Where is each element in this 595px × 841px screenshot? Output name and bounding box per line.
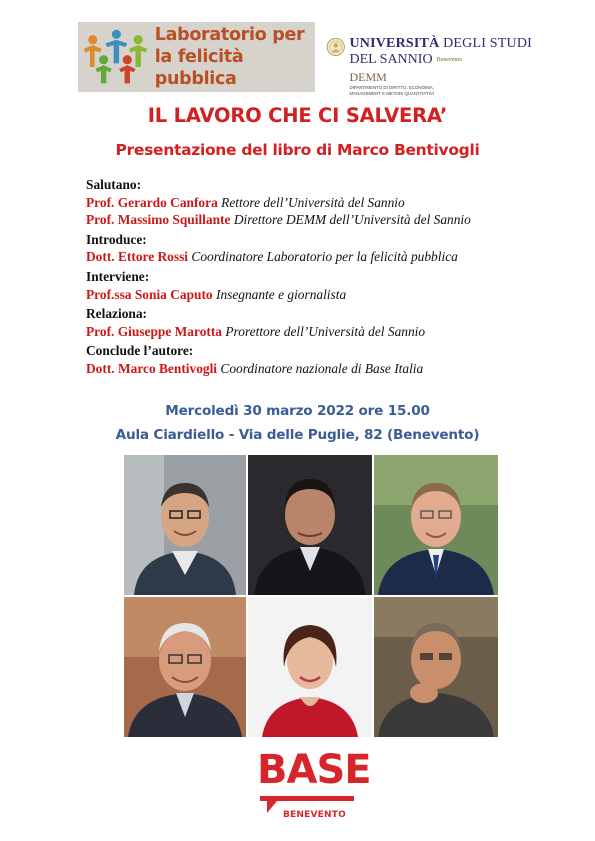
- program-person: [86, 211, 566, 229]
- program-group-salutano: [86, 176, 566, 229]
- person-name: Prof. Giuseppe Marotta: [86, 323, 222, 339]
- lab-logo-line2: la felicità pubblica: [154, 47, 244, 89]
- event-date: Mercoledì 30 marzo 2022 ore 15.00: [165, 403, 430, 419]
- program-role: Relaziona:: [86, 306, 147, 322]
- person-name: Prof. Gerardo Canfora: [86, 194, 218, 210]
- program-person: [86, 248, 566, 266]
- program-group-conclude: [86, 342, 566, 377]
- speaker-photo-2: [248, 455, 372, 595]
- event-place: Aula Ciardiello - Via delle Puglie, 82 (Benevento): [115, 427, 480, 443]
- program-group-interviene: [86, 268, 566, 303]
- portrait-image: [124, 597, 246, 737]
- speaker-photo-3: [374, 455, 498, 595]
- speech-bubble-tail-icon: [267, 801, 277, 813]
- person-desc: Coordinatore nazionale di Base Italia: [220, 360, 424, 376]
- person-desc: Insegnante e giornalista: [215, 286, 347, 302]
- speaker-photo-5: [248, 597, 372, 737]
- person-desc: Direttore DEMM dell’Università del Sannio: [233, 212, 471, 228]
- speaker-photo-1: [124, 455, 246, 595]
- person-name: Dott. Ettore Rossi: [86, 249, 189, 265]
- university-logo: [326, 22, 532, 96]
- program-person: [86, 360, 566, 378]
- person-desc: Coordinatore Laboratorio per la felicità pubblica: [191, 249, 458, 265]
- page-title: IL LAVORO CHE CI SALVERA’: [147, 104, 448, 127]
- program-role: Interviene:: [86, 268, 150, 284]
- person-desc: Rettore dell’Università del Sannio: [221, 194, 405, 210]
- program-role: Conclude l’autore:: [86, 343, 194, 359]
- portrait-image: [248, 597, 372, 737]
- uni-name-light: DEGLI STUDI: [439, 36, 532, 51]
- uni-dept-line1: DIPARTIMENTO DI DIRITTO, ECONOMIA,: [349, 85, 435, 90]
- person-name: Prof.ssa Sonia Caputo: [86, 286, 213, 302]
- person-name: Dott. Marco Bentivogli: [86, 360, 218, 376]
- program-role: Salutano:: [86, 177, 142, 192]
- speaker-photo-4: [124, 597, 246, 737]
- university-seal-icon: [326, 28, 345, 68]
- portrait-image: [374, 455, 498, 595]
- page-subtitle: Presentazione del libro di Marco Bentivogli: [115, 141, 480, 159]
- program-person: [86, 194, 566, 212]
- program-role: Introduce:: [86, 231, 147, 247]
- uni-name-line2: DEL SANNIO: [349, 52, 433, 67]
- portrait-image: [248, 455, 372, 595]
- program-list: [86, 176, 566, 380]
- uni-name-bold: UNIVERSITÀ: [349, 36, 440, 51]
- uni-demm: DEMM: [349, 70, 387, 84]
- lab-logo-line1: Laboratorio per: [154, 25, 305, 45]
- base-logo: [257, 747, 371, 828]
- uni-dept-line2: MANAGEMENT E METODI QUANTITATIVI: [349, 90, 435, 96]
- person-desc: Prorettore dell’Università del Sannio: [225, 323, 426, 339]
- portrait-image: [374, 597, 498, 737]
- base-logo-word: BASE: [257, 747, 371, 793]
- people-figures-icon: [80, 24, 153, 90]
- program-group-relaziona: [86, 305, 566, 340]
- person-name: Prof. Massimo Squillante: [86, 212, 231, 228]
- portrait-image: [124, 455, 246, 595]
- base-logo-sub: BENEVENTO: [283, 810, 346, 820]
- program-person: [86, 323, 566, 341]
- laboratorio-logo: [78, 22, 315, 92]
- uni-city: Benevento: [436, 56, 463, 63]
- speaker-photo-6: [374, 597, 498, 737]
- program-group-introduce: [86, 231, 566, 266]
- program-person: [86, 286, 566, 304]
